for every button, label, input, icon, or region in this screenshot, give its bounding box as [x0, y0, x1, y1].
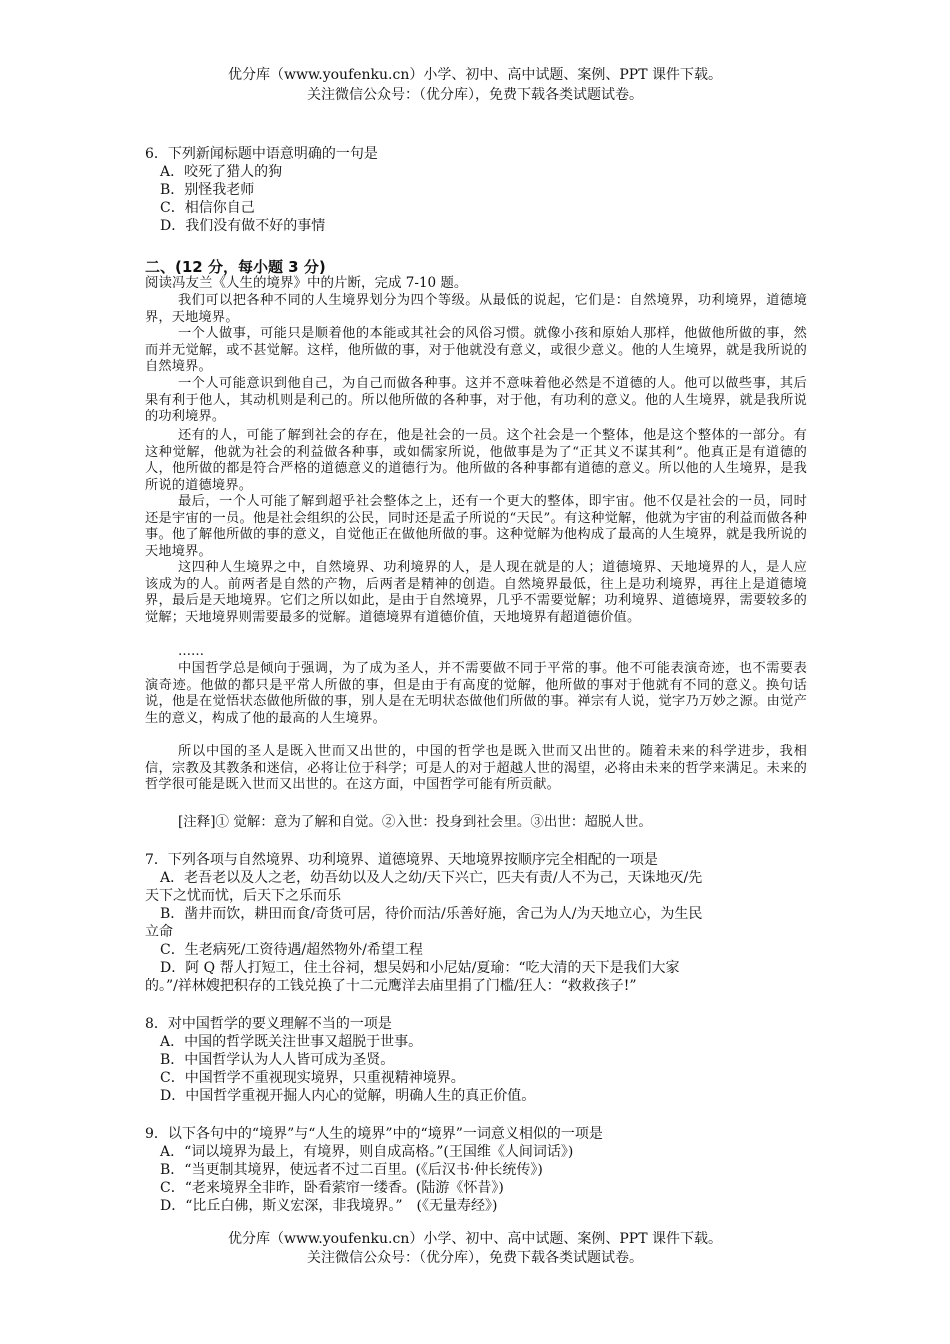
passage-paragraph-5: 最后，一个人可能了解到超乎社会整体之上，还有一个更大的整体，即宇宙。他不仅是社会的一员，同时还是宇宙的一员。他是社会组织的公民，同时还是孟子所说的“天民”。有这种觉解，他就为宇宙的利益而做各种事。他了解他所做的事的意义，自觉他正在做他所做的事。这种觉解为他构成了最高的人生境界，就是我所说的天地境界。: [145, 494, 807, 559]
passage-ellipsis: ……: [178, 644, 204, 659]
q9-option-b: B．“当更制其境界，使远者不过二百里。(《后汉书·仲长统传》): [160, 1162, 543, 1178]
passage-paragraph-6: 这四种人生境界之中，自然境界、功利境界的人，是人现在就是的人；道德境界、天地境界的人，是人应该成为的人。前两者是自然的产物，后两者是精神的创造。自然境界最低，往上是功利境界，再往上是道德境界，最后是天地境界。它们之所以如此，是由于自然境界，几乎不需要觉解；功利境界、道德境界，需要较多的觉解；天地境界则需要最多的觉解。道德境界有道德价值，天地境界有超道德价值。: [145, 560, 807, 625]
section-title: 二、(12 分，每小题 3 分): [145, 258, 326, 276]
q7-option-d: D．阿 Q 帮人打短工，住土谷祠，想吴妈和小尼姑/夏瑜：“吃大清的天下是我们大家: [160, 960, 680, 976]
q6-option-b: B．别怪我老师: [160, 182, 255, 198]
q8-option-b: B．中国哲学认为人人皆可成为圣贤。: [160, 1052, 395, 1068]
passage-paragraph-8: 所以中国的圣人是既入世而又出世的，中国的哲学也是既入世而又出世的。随着未来的科学进步，我相信，宗教及其教条和迷信，必将让位于科学；可是人的对于超越人世的渴望，必将由未来的哲学来满足。未来的哲学很可能是既入世而又出世的。在这方面，中国哲学可能有所贡献。: [145, 744, 807, 792]
q7-option-a: A．老吾老以及人之老，幼吾幼以及人之幼/天下兴亡，匹夫有责/人不为己，天诛地灭/先: [160, 870, 703, 886]
page-footer-line-1: 优分库（www.youfenku.cn）小学、初中、高中试题、案例、PPT 课件下载。: [227, 1231, 722, 1247]
q8-option-c: C．中国哲学不重视现实境界，只重视精神境界。: [160, 1070, 465, 1086]
passage-paragraph-7: 中国哲学总是倾向于强调，为了成为圣人，并不需要做不同于平常的事。他不可能表演奇迹，也不需要表演奇迹。他做的都只是平常人所做的事，但是由于有高度的觉解，他所做的事对于他就有不同的意义。换句话说，他是在觉悟状态做他所做的事，别人是在无明状态做他们所做的事。禅宗有人说，觉字乃万妙之源。由觉产生的意义，构成了他的最高的人生境界。: [145, 661, 807, 726]
q7-option-a-continued: 天下之忧而忧，后天下之乐而乐: [145, 888, 341, 904]
q6-stem: 6．下列新闻标题中语意明确的一句是: [145, 146, 378, 162]
q7-stem: 7．下列各项与自然境界、功利境界、道德境界、天地境界按顺序完全相配的一项是: [145, 852, 658, 868]
page-header-line-1: 优分库（www.youfenku.cn）小学、初中、高中试题、案例、PPT 课件下载。: [227, 67, 722, 83]
q8-option-d: D．中国哲学重视开掘人内心的觉解，明确人生的真正价值。: [160, 1088, 536, 1104]
q7-option-c: C．生老病死/工资待遇/超然物外/希望工程: [160, 942, 423, 958]
q7-option-b: B．凿井而饮，耕田而食/奇货可居，待价而沽/乐善好施，舍己为人/为天地立心，为生民: [160, 906, 703, 922]
passage-paragraph-4: 还有的人，可能了解到社会的存在，他是社会的一员。这个社会是一个整体，他是这个整体的一部分。有这种觉解，他就为社会的利益做各种事，或如儒家所说，他做事是为了“正其义不谋其利”。他真正是有道德的人，他所做的都是符合严格的道德意义的道德行为。他所做的各种事都有道德的意义。所以他的人生境界，是我所说的道德境界。: [145, 428, 807, 493]
q9-option-a: A．“词以境界为最上，有境界，则自成高格。”(王国维《人间词话》): [160, 1144, 574, 1160]
passage-note: [注释]① 觉解：意为了解和自觉。②入世：投身到社会里。③出世：超脱人世。: [178, 814, 652, 830]
q6-option-a: A．咬死了猎人的狗: [160, 164, 283, 180]
passage-paragraph-1: 我们可以把各种不同的人生境界划分为四个等级。从最低的说起，它们是：自然境界，功利境界，道德境界，天地境界。: [145, 293, 807, 325]
q8-stem: 8．对中国哲学的要义理解不当的一项是: [145, 1016, 392, 1032]
q8-option-a: A．中国的哲学既关注世事又超脱于世事。: [160, 1034, 423, 1050]
q9-stem: 9．以下各句中的“境界”与“人生的境界”中的“境界”一词意义相似的一项是: [145, 1126, 603, 1142]
q7-option-d-continued: 的。”/祥林嫂把积存的工钱兑换了十二元鹰洋去庙里捐了门槛/狂人：“救救孩子!”: [145, 978, 637, 994]
section-intro: 阅读冯友兰《人生的境界》中的片断，完成 7-10 题。: [145, 275, 468, 291]
q7-option-b-continued: 立命: [145, 924, 173, 940]
q9-option-d: D．“比丘白佛，斯义宏深，非我境界。” (《无量寿经》): [160, 1198, 498, 1214]
q9-option-c: C．“老来境界全非昨，卧看萦帘一缕香。(陆游《怀昔》): [160, 1180, 504, 1196]
q6-option-d: D．我们没有做不好的事情: [160, 218, 326, 234]
page-footer-line-2: 关注微信公众号：（优分库），免费下载各类试题试卷。: [307, 1250, 643, 1266]
passage-paragraph-3: 一个人可能意识到他自己，为自己而做各种事。这并不意味着他必然是不道德的人。他可以做些事，其后果有利于他人，其动机则是利己的。所以他所做的各种事，对于他，有功利的意义。他的人生境界，就是我所说的功利境界。: [145, 376, 807, 424]
page-header-line-2: 关注微信公众号：（优分库），免费下载各类试题试卷。: [307, 87, 643, 103]
q6-option-c: C．相信你自己: [160, 200, 255, 216]
passage-paragraph-2: 一个人做事，可能只是顺着他的本能或其社会的风俗习惯。就像小孩和原始人那样，他做他所做的事，然而并无觉解，或不甚觉解。这样，他所做的事，对于他就没有意义，或很少意义。他的人生境界，就是我所说的自然境界。: [145, 326, 807, 374]
